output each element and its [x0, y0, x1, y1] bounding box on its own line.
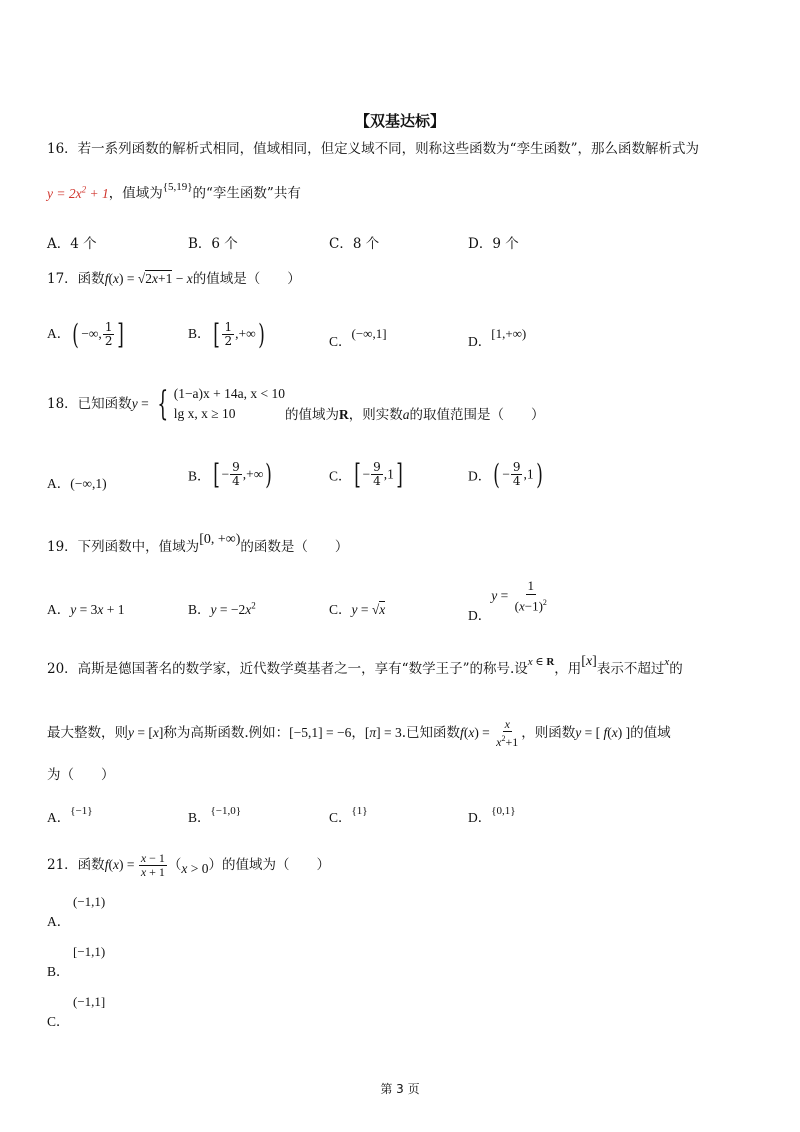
- q18-case1: (1−a)x + 14a, x < 10: [173, 386, 286, 401]
- q18-text-d: 的取值范围是（ ）: [409, 407, 545, 423]
- q21-option-a: (−1,1) A．: [47, 894, 106, 929]
- q20-stem-line2: 最大整数，则y = [x]称为高斯函数.例如：[−5,1] = −6，[π] = 3.已知函数f(x) = $\frac{x}{x^2+1}$ ，则函数y = [ f(x) ]的值域: [47, 717, 671, 749]
- q21-text-c: ）的值域为（ ）: [208, 857, 331, 873]
- q19-option-c: C．y = √x: [329, 602, 386, 617]
- q20-line2-b: 称为高斯函数.例如：: [163, 725, 290, 741]
- q20-option-b: B．$^{\{-1,0\}}$: [188, 805, 242, 825]
- section-title: 【双基达标】: [354, 112, 445, 130]
- q21-option-b-value: [−1,1): [73, 944, 106, 959]
- q20-option-d-value: {0,1}: [491, 805, 516, 817]
- q18-text-a: 18．已知函数: [47, 396, 132, 412]
- q20-option-a: A．$^{\{-1\}}$: [47, 805, 93, 825]
- q17-text-a: 17．函数: [47, 271, 105, 287]
- q20-line2-c: .已知函数: [401, 725, 461, 741]
- q17-formula: f: [104, 271, 109, 286]
- q21-stem: 21．函数f(x) = $\frac{x - 1}{x + 1}$ （x > 0）的值域为（ ）: [47, 851, 331, 879]
- q20-option-b-value: {−1,0}: [210, 805, 242, 817]
- q19-text-b: 的函数是（ ）: [240, 539, 349, 555]
- q16-stem-line2: [47, 180, 301, 204]
- q21-option-c: (−1,1] C．: [47, 994, 106, 1029]
- q19-option-d: D．y = $\frac{1}{(x-1)^2}$: [468, 578, 547, 623]
- q16-option-a: A．4 个: [47, 236, 97, 252]
- q19-range: [0, +∞): [199, 532, 241, 547]
- q18-stem: 18．已知函数y = { (1−a)x + 14a, x < 10 lg x, x ≥ 10 的值域为R，则实数a的取值范围是（ ）: [47, 384, 545, 424]
- q19-text-a: 19．下列函数中，值域为: [47, 539, 200, 555]
- q20-x-in-R: x ∈ R: [527, 656, 555, 668]
- q18-R: R: [339, 407, 349, 422]
- q20-line2-a: 最大整数，则: [47, 725, 128, 741]
- q21-option-a-value: (−1,1): [73, 894, 106, 909]
- q16-text-b: ，值域为: [108, 185, 163, 202]
- q16-option-d: D．9 个: [468, 236, 519, 252]
- q20-text-a: 20．高斯是德国著名的数学家，近代数学奠基者之一，享有“数学王子”的称号.设: [47, 661, 528, 677]
- q17-option-b: B．[ $\frac{1}{2}$ ,+∞): [188, 318, 265, 351]
- q18-option-b: B．[ − $\frac{9}{4}$ ,+∞): [188, 458, 273, 491]
- q20-sep: ，: [351, 725, 365, 741]
- q17-stem: 17．函数f(x) = √2x+1 − x的值域是（ ）: [47, 271, 301, 287]
- q16-range: {5,19}: [162, 180, 193, 193]
- q20-example1: [−5,1] = −6: [289, 725, 352, 740]
- q20-text-d: 的: [669, 661, 683, 677]
- q20-line2-e: 的值域: [630, 725, 671, 741]
- q21-option-b: [−1,1) B．: [47, 944, 106, 979]
- q16-formula: $y = 2x^2 + 1$: [47, 184, 109, 201]
- q19-option-b: B．$y = -2x^2$: [188, 600, 256, 617]
- q19-option-a: A．y = 3x + 1: [47, 602, 125, 617]
- q21-option-c-value: (−1,1]: [73, 994, 106, 1009]
- q18-option-a: A．(−∞,1): [47, 476, 107, 491]
- q16-stem-line1: [47, 140, 699, 158]
- q18-option-c: C．[ − $\frac{9}{4}$ ,1]: [329, 458, 403, 491]
- q17-option-a: A．( −∞, $\frac{1}{2}$ ]: [47, 318, 125, 351]
- q18-text-c: ，则实数: [348, 407, 403, 423]
- q20-bracket-x: [x]: [581, 654, 597, 669]
- q17-text-b: 的值域是（ ）: [192, 271, 301, 287]
- q18-option-d: D．( − $\frac{9}{4}$ ,1): [468, 458, 543, 491]
- q16-option-c: C．8 个: [329, 236, 380, 252]
- q21-text-b: （: [167, 857, 182, 873]
- q17-option-d: D．[1,+∞): [468, 326, 527, 349]
- q17-option-c: C．(−∞,1]: [329, 326, 387, 349]
- q16-stem-text: 16．若一系列函数的解析式相同，值域相同，但定义域不同，则称这些函数为“孪生函数”，那么函数解析式为: [47, 141, 699, 157]
- q21-text-a: 21．函数: [47, 857, 105, 873]
- q20-text-b: ，用: [554, 661, 582, 677]
- page-number: 第 3 页: [380, 1082, 420, 1096]
- q20-option-c-value: {1}: [351, 805, 368, 817]
- q20-stem-line1: [47, 654, 683, 679]
- q20-x: x: [664, 656, 670, 668]
- q20-option-c: C．$^{\{1\}}$: [329, 805, 368, 825]
- q18-piecewise: [174, 384, 285, 424]
- q20-text-c: 表示不超过: [596, 661, 665, 677]
- q20-stem-line3: 为（ ）: [47, 767, 115, 783]
- q20-option-d: D．$^{\{0,1\}}$: [468, 805, 516, 825]
- q18-a: a: [402, 407, 410, 422]
- q18-case2: lg x, x ≥ 10: [173, 406, 236, 421]
- q20-line2-d: ，则函数: [521, 725, 576, 741]
- q18-text-b: 的值域为: [285, 407, 340, 423]
- q19-stem: [47, 532, 349, 557]
- q20-option-a-value: {−1}: [70, 805, 93, 817]
- q16-option-b: B．6 个: [188, 236, 238, 252]
- q16-text-c: 的“孪生函数”共有: [192, 185, 301, 202]
